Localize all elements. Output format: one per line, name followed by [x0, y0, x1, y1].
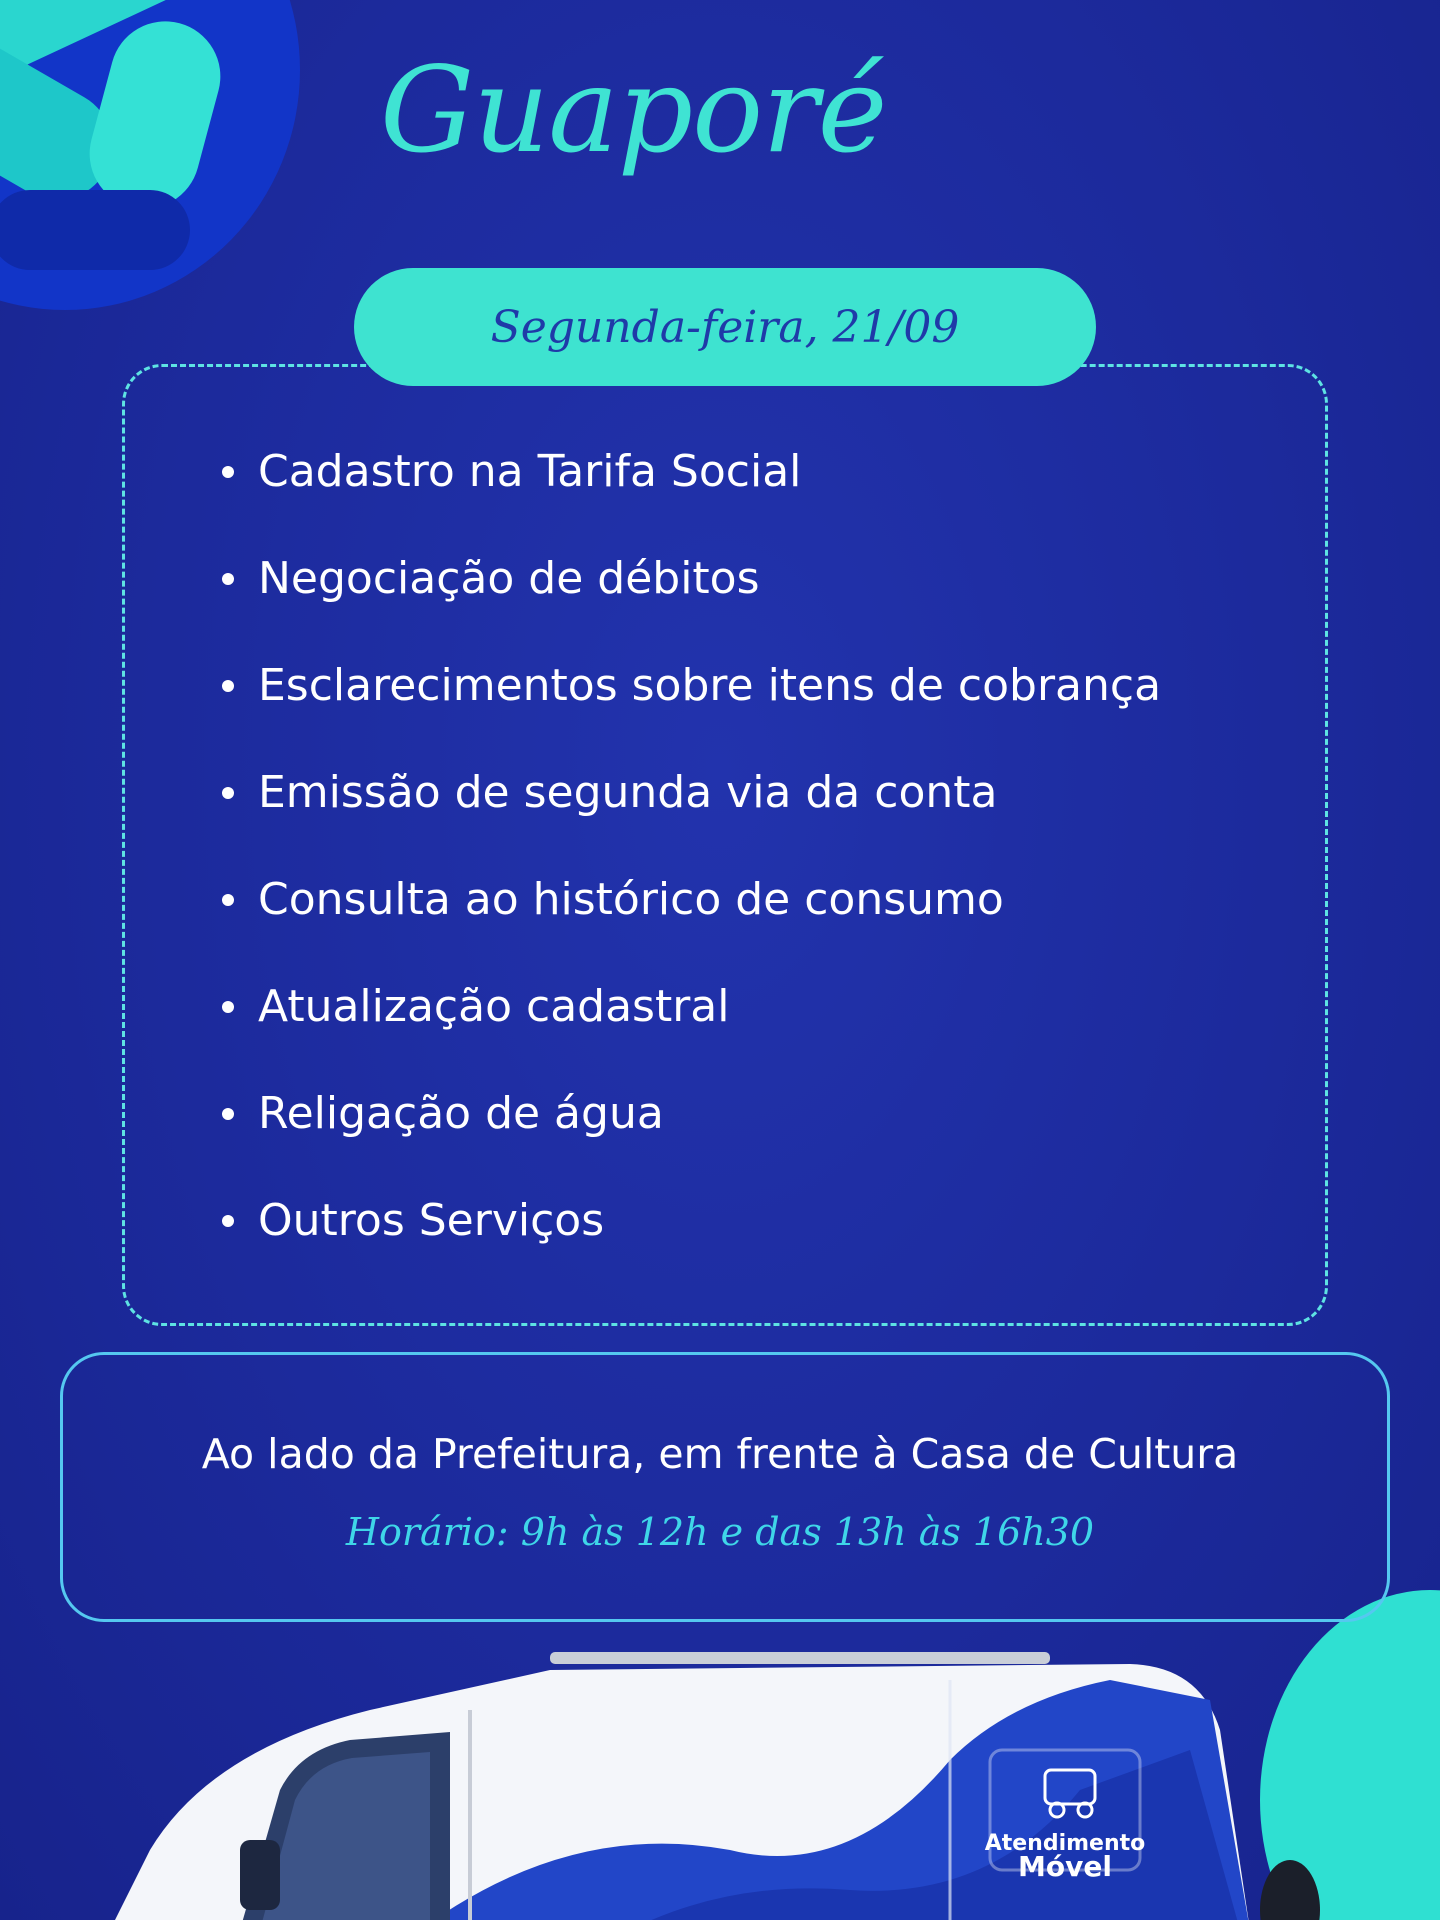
- list-item: Consulta ao histórico de consumo: [218, 864, 1161, 971]
- logo-line2: Móvel: [1018, 1850, 1112, 1883]
- date-badge: [354, 268, 1096, 386]
- logo-line1: Atendimento: [984, 1831, 1146, 1856]
- location-box: [60, 1352, 1390, 1622]
- decorative-globe: [0, 0, 300, 310]
- list-item: Emissão de segunda via da conta: [218, 757, 1161, 864]
- date-label: Segunda-feira, 21/09: [490, 301, 960, 353]
- list-item: Negociação de débitos: [218, 543, 1161, 650]
- list-item: Religação de água: [218, 1078, 1161, 1185]
- van-illustration: [90, 1640, 1320, 1920]
- service-list: [218, 436, 1161, 1292]
- location-text: Ao lado da Prefeitura, em frente à Casa de Cultura: [201, 1430, 1239, 1478]
- list-item: Esclarecimentos sobre itens de cobrança: [218, 650, 1161, 757]
- list-item: Cadastro na Tarifa Social: [218, 436, 1161, 543]
- list-item: Outros Serviços: [218, 1185, 1161, 1292]
- hours-text: Horário: 9h às 12h e das 13h às 16h30: [345, 1510, 1095, 1554]
- page-title: Guaporé: [380, 41, 887, 179]
- list-item: Atualização cadastral: [218, 971, 1161, 1078]
